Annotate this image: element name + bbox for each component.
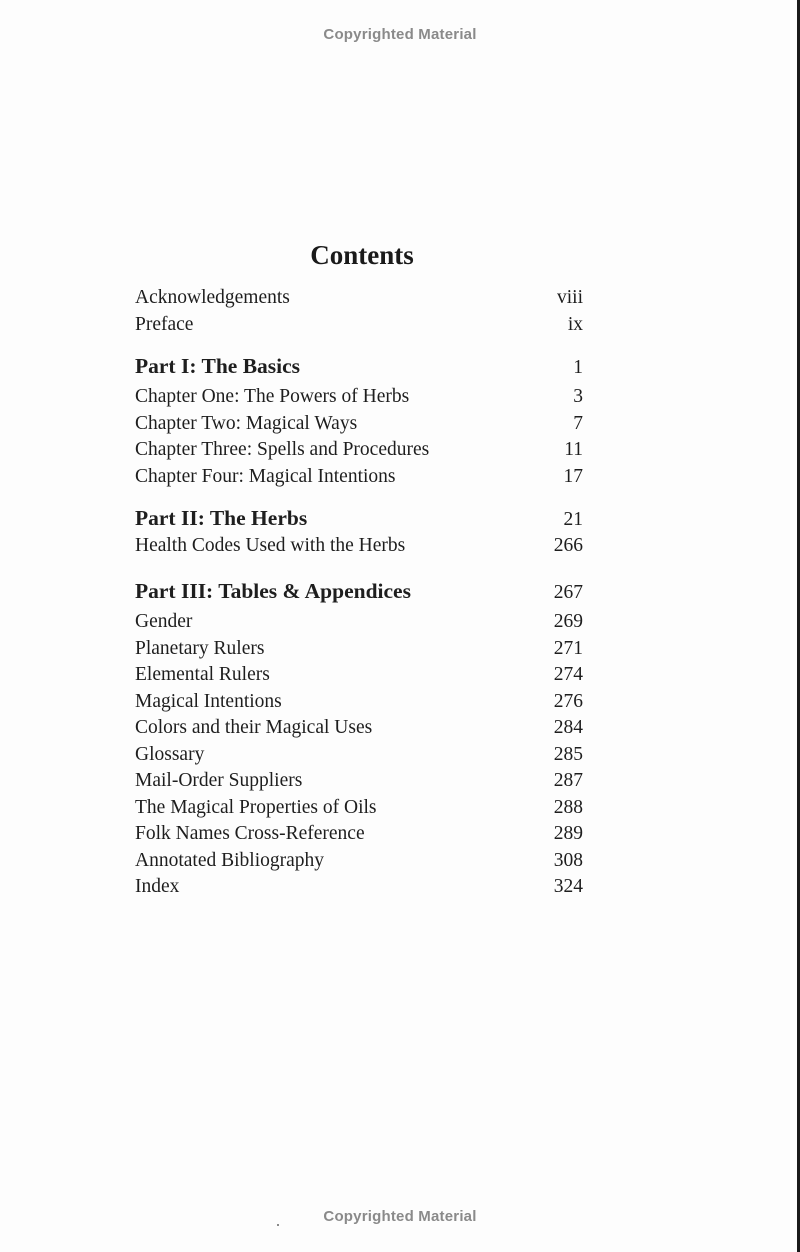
toc-entry-chapter-three[interactable] xyxy=(135,438,583,462)
toc-entry-label: Planetary Rulers xyxy=(135,638,265,659)
toc-entry-gender[interactable] xyxy=(135,610,583,634)
toc-entry-acknowledgements[interactable] xyxy=(135,286,583,310)
toc-entry-bibliography[interactable] xyxy=(135,849,583,873)
toc-part-2-heading[interactable] xyxy=(135,506,583,532)
toc-entry-page: 266 xyxy=(553,535,583,556)
toc-entry-page: 11 xyxy=(564,439,583,460)
toc-entry-page: 324 xyxy=(553,876,583,897)
toc-entry-page: 269 xyxy=(553,611,583,632)
toc-entry-mail-order-suppliers[interactable] xyxy=(135,769,583,793)
watermark-top: Copyrighted Material xyxy=(323,26,477,43)
toc-entry-page: 285 xyxy=(553,744,583,765)
toc-entry-label: Chapter Three: Spells and Procedures xyxy=(135,439,430,460)
toc-part-page: 21 xyxy=(563,509,583,530)
toc-entry-label: Magical Intentions xyxy=(135,691,282,712)
toc-entry-label: Annotated Bibliography xyxy=(135,850,325,871)
toc-entry-oils[interactable] xyxy=(135,796,583,820)
toc-entry-label: Folk Names Cross-Reference xyxy=(135,823,365,844)
toc-entry-page: viii xyxy=(556,287,583,308)
toc-entry-magical-intentions[interactable] xyxy=(135,690,583,714)
toc-part-label: Part I: The Basics xyxy=(135,354,301,378)
toc-part-1-heading[interactable] xyxy=(135,354,583,380)
toc-entry-page: 288 xyxy=(553,797,583,818)
toc-entry-preface[interactable] xyxy=(135,313,583,337)
toc-part-3-heading[interactable] xyxy=(135,579,583,605)
toc-part-label: Part II: The Herbs xyxy=(135,506,308,530)
toc-entry-page: 287 xyxy=(553,770,583,791)
toc-entry-label: Elemental Rulers xyxy=(135,664,270,685)
page-title: Contents xyxy=(310,240,414,270)
toc-entry-index[interactable] xyxy=(135,875,583,899)
toc-entry-chapter-two[interactable] xyxy=(135,412,583,436)
toc-entry-page: ix xyxy=(567,314,583,335)
toc-entry-label: Mail-Order Suppliers xyxy=(135,770,303,791)
toc-entry-elemental-rulers[interactable] xyxy=(135,663,583,687)
toc-entry-label: Chapter Two: Magical Ways xyxy=(135,413,358,434)
toc-entry-colors[interactable] xyxy=(135,716,583,740)
toc-entry-page: 3 xyxy=(573,386,583,407)
toc-entry-page: 17 xyxy=(563,466,583,487)
toc-part-page: 267 xyxy=(553,582,583,603)
toc-entry-label: Chapter One: The Powers of Herbs xyxy=(135,386,410,407)
toc-entry-glossary[interactable] xyxy=(135,743,583,767)
toc-entry-planetary-rulers[interactable] xyxy=(135,637,583,661)
toc-entry-label: Preface xyxy=(135,314,194,335)
toc-part-label: Part III: Tables & Appendices xyxy=(135,579,411,603)
toc-entry-chapter-four[interactable] xyxy=(135,465,583,489)
toc-entry-page: 284 xyxy=(553,717,583,738)
toc-entry-label: Gender xyxy=(135,611,193,632)
toc-entry-page: 289 xyxy=(553,823,583,844)
toc-entry-label: Health Codes Used with the Herbs xyxy=(135,535,406,556)
toc-part-page: 1 xyxy=(573,357,583,378)
toc-entry-page: 308 xyxy=(553,850,583,871)
toc-entry-page: 271 xyxy=(553,638,583,659)
toc-entry-folk-names[interactable] xyxy=(135,822,583,846)
toc-entry-label: Acknowledgements xyxy=(135,287,290,308)
toc-entry-page: 276 xyxy=(553,691,583,712)
toc-entry-label: Glossary xyxy=(135,744,205,765)
toc-entry-label: The Magical Properties of Oils xyxy=(135,797,377,818)
toc-entry-page: 7 xyxy=(573,413,583,434)
toc-entry-label: Chapter Four: Magical Intentions xyxy=(135,466,396,487)
toc-entry-page: 274 xyxy=(553,664,583,685)
toc-entry-label: Colors and their Magical Uses xyxy=(135,717,373,738)
toc-entry-health-codes[interactable] xyxy=(135,534,583,558)
watermark-bottom: Copyrighted Material xyxy=(323,1208,477,1225)
toc-entry-chapter-one[interactable] xyxy=(135,385,583,409)
toc-entry-label: Index xyxy=(135,876,180,897)
